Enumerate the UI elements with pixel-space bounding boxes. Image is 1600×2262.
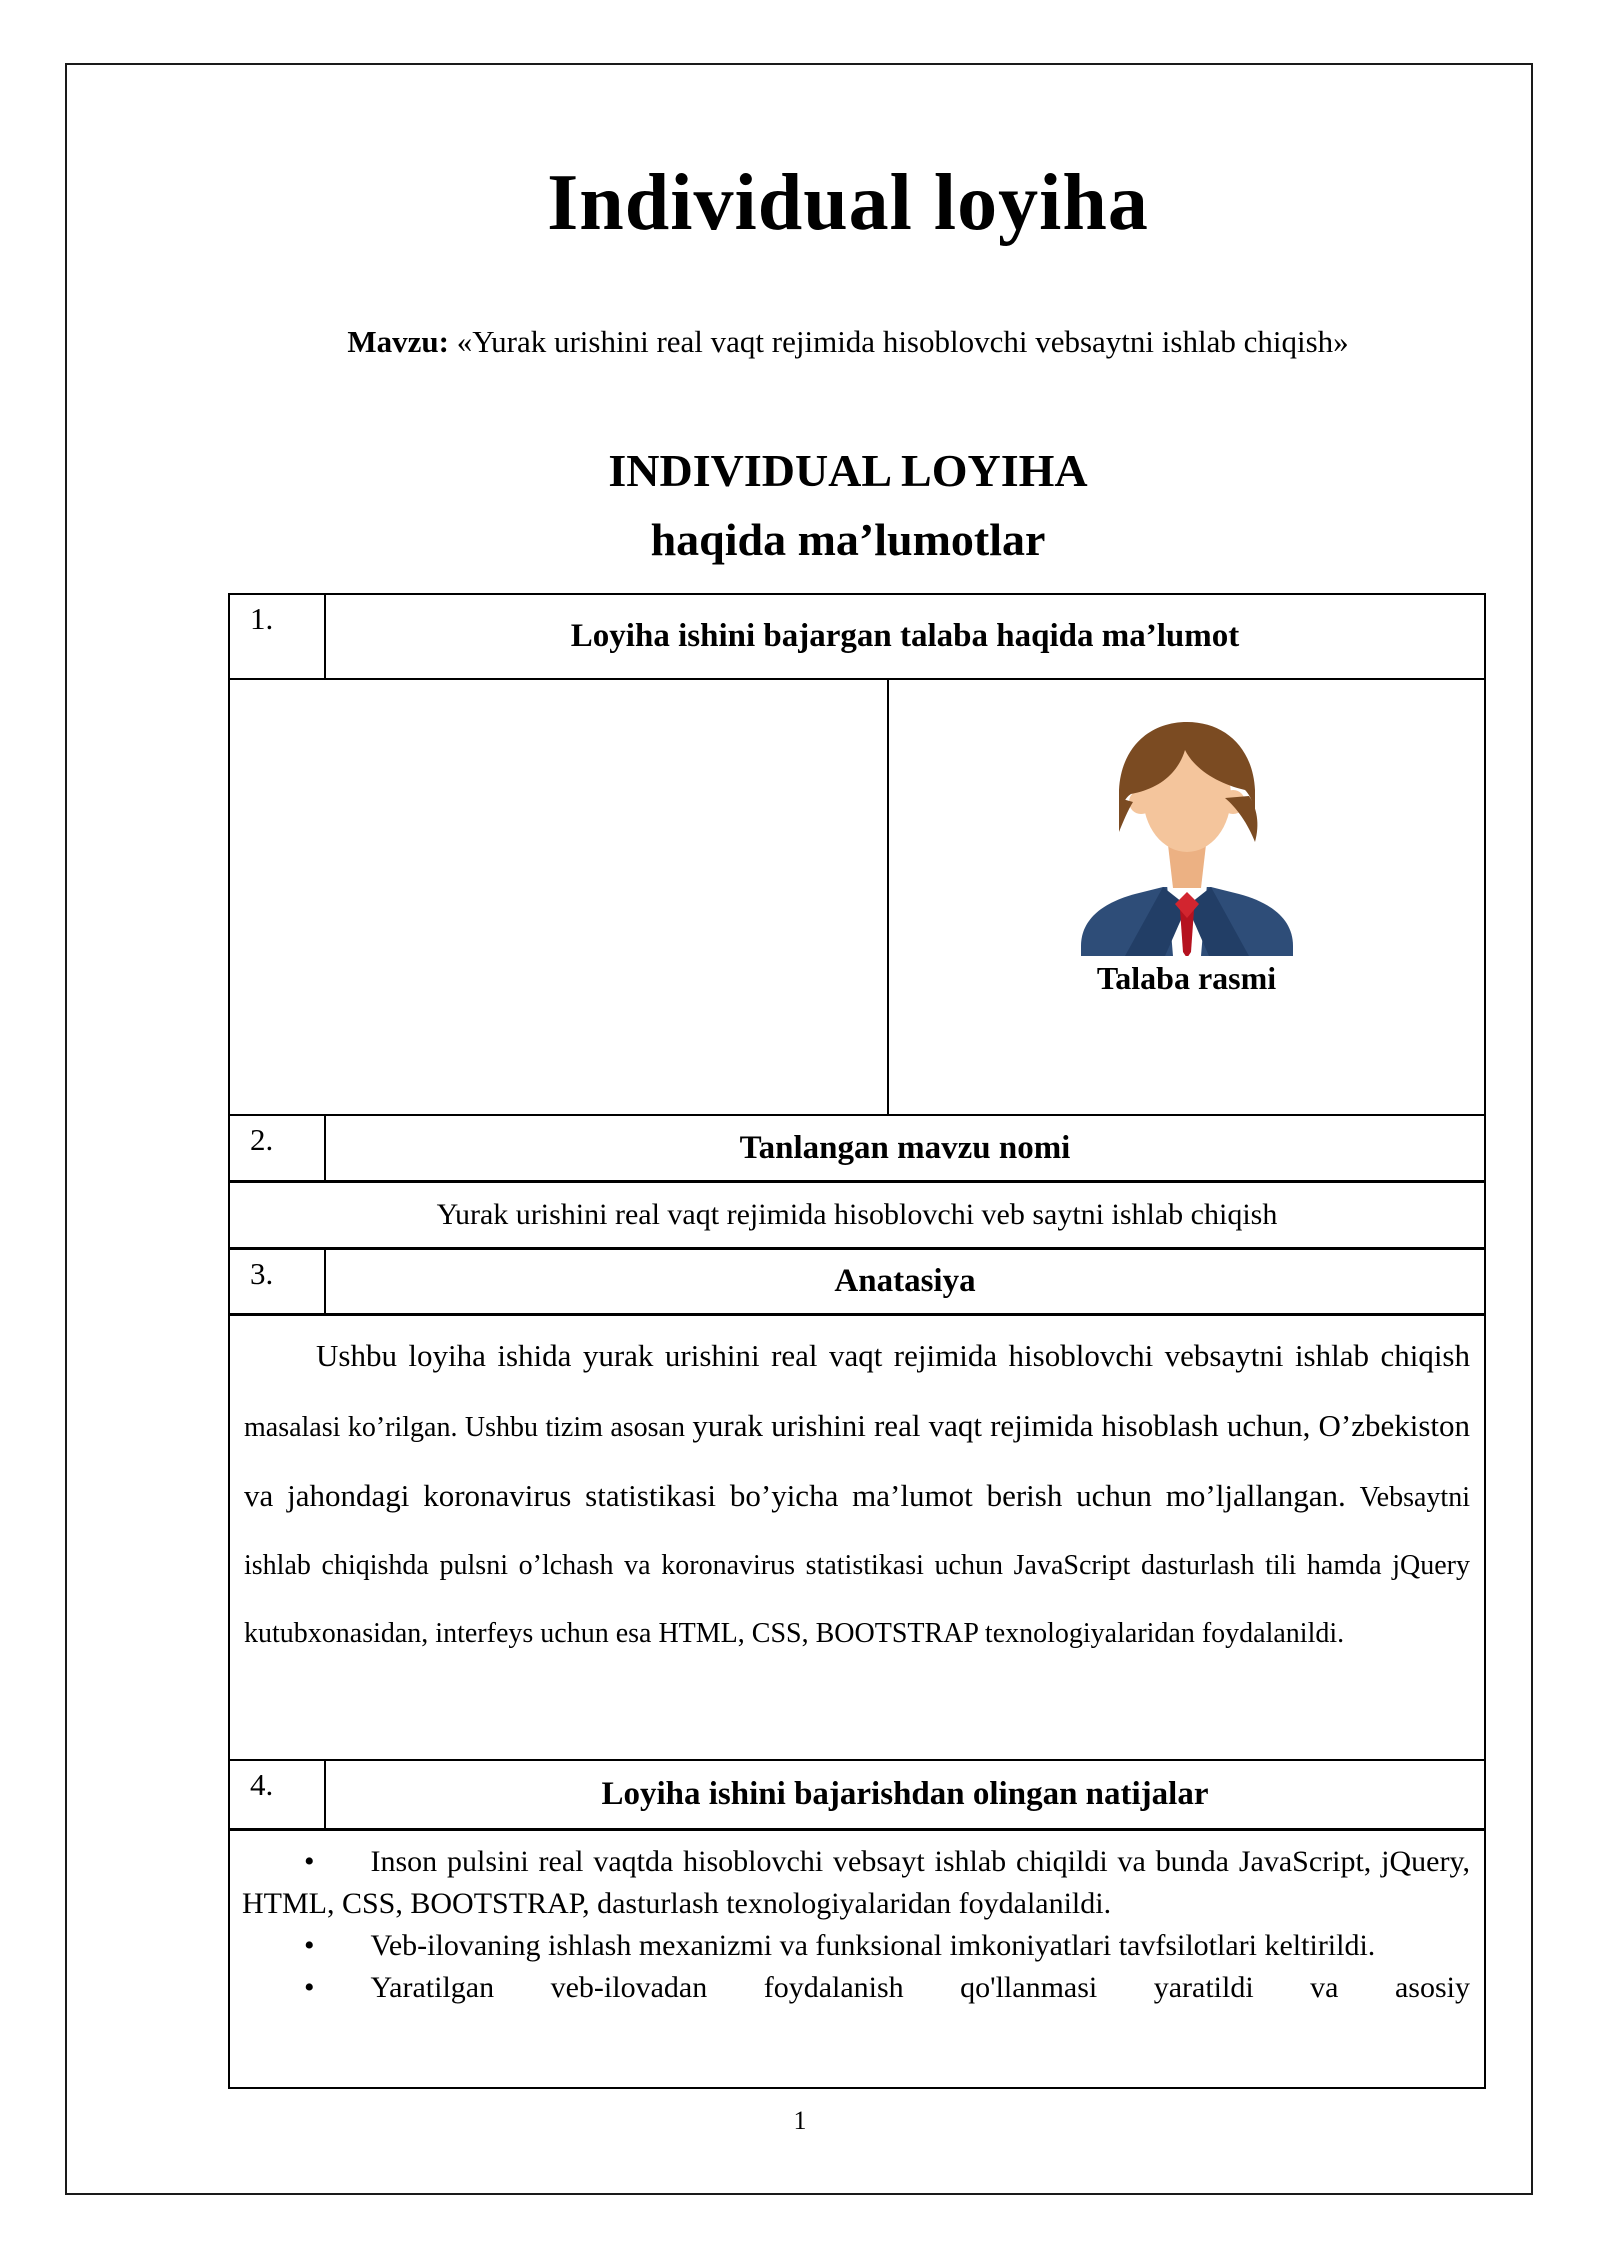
row1-header: Loyiha ishini bajargan talaba haqida ma’lumot	[570, 618, 1240, 654]
bullet-text: Veb-ilovaning ishlash mexanizmi va funksional imkoniyatlari tavfsilotlari keltirildi.	[370, 1929, 1376, 1962]
bullet-char: •	[304, 1929, 315, 1962]
bullet-char: •	[304, 1971, 315, 2004]
annotation-segment: masalasi ko’rilgan. Ushbu tizim asosan	[244, 1412, 693, 1443]
selected-topic-text: Yurak urishini real vaqt rejimida hisoblovchi veb saytni ishlab chiqish	[230, 1180, 1484, 1247]
document-title: Individual loyiha	[547, 159, 1149, 247]
row-number-cell: 1.	[230, 595, 326, 678]
section-heading-line2: haqida ma’lumotlar	[650, 514, 1046, 565]
annotation-paragraph	[244, 1324, 1470, 1670]
annotation-segment: Vebsaytni ishlab chiqishda pulsni o’lchash va koronavirus statistikasi uchun JavaScript dasturlash tili hamda jQuery kutubxonasidan, interfeys uchun esa HTML, CSS, BOOTSTRAP texnologiyalaridan foydalanildi.	[244, 1482, 1470, 1649]
mavzu-label: Mavzu:	[347, 324, 449, 359]
row-number-cell: 4.	[230, 1761, 326, 1828]
bullet-item	[242, 1841, 1470, 1925]
section-heading-line1: INDIVIDUAL LOYIHA	[608, 445, 1088, 496]
mavzu-line	[210, 322, 1486, 362]
student-info-cell	[230, 680, 889, 1114]
bullet-item	[242, 1967, 1470, 2009]
table-row	[230, 1759, 1484, 1828]
row-number-cell: 2.	[230, 1116, 326, 1180]
table-row	[230, 1247, 1484, 1313]
row4-header: Loyiha ishini bajarishdan olingan natijalar	[601, 1776, 1209, 1812]
photo-caption: Talaba rasmi	[1096, 960, 1277, 996]
row-number-cell: 3.	[230, 1250, 326, 1313]
results-list	[242, 1841, 1470, 2009]
table-row	[230, 1114, 1484, 1180]
student-avatar-icon	[1067, 704, 1307, 956]
bullet-text: Yaratilgan veb-ilovadan foydalanish qo'llanmasi yaratildi va asosiy	[370, 1971, 1470, 2004]
annotation-segment: Ushbu loyiha ishida yurak urishini real vaqt rejimida hisoblovchi vebsaytni ishlab chiqish	[316, 1338, 1470, 1373]
bullet-char: •	[304, 1845, 315, 1878]
annotation-cell	[230, 1313, 1484, 1759]
info-table	[228, 593, 1486, 2089]
annotation-segment: yurak urishini real vaqt rejimida hisoblash uchun, O’zbekiston va jahondagi koronavirus statistikasi bo’yicha ma’lumot berish uchun mo’ljallangan.	[244, 1408, 1471, 1513]
table-row	[230, 678, 1484, 1114]
row3-header: Anatasiya	[834, 1263, 976, 1299]
results-cell	[230, 1828, 1484, 2087]
bullet-item	[242, 1925, 1470, 1967]
section-heading	[210, 436, 1486, 574]
student-photo-cell	[889, 680, 1484, 1114]
row2-header: Tanlangan mavzu nomi	[739, 1129, 1071, 1166]
bullet-text: Inson pulsini real vaqtda hisoblovchi vebsayt ishlab chiqildi va bunda JavaScript, jQuery, HTML, CSS, BOOTSTRAP, dasturlash texnologiyalaridan foydalanildi.	[242, 1845, 1470, 1920]
page-number: 1	[793, 2106, 807, 2135]
mavzu-text: «Yurak urishini real vaqt rejimida hisoblovchi vebsaytni ishlab chiqish»	[448, 324, 1349, 359]
table-row	[230, 595, 1484, 678]
